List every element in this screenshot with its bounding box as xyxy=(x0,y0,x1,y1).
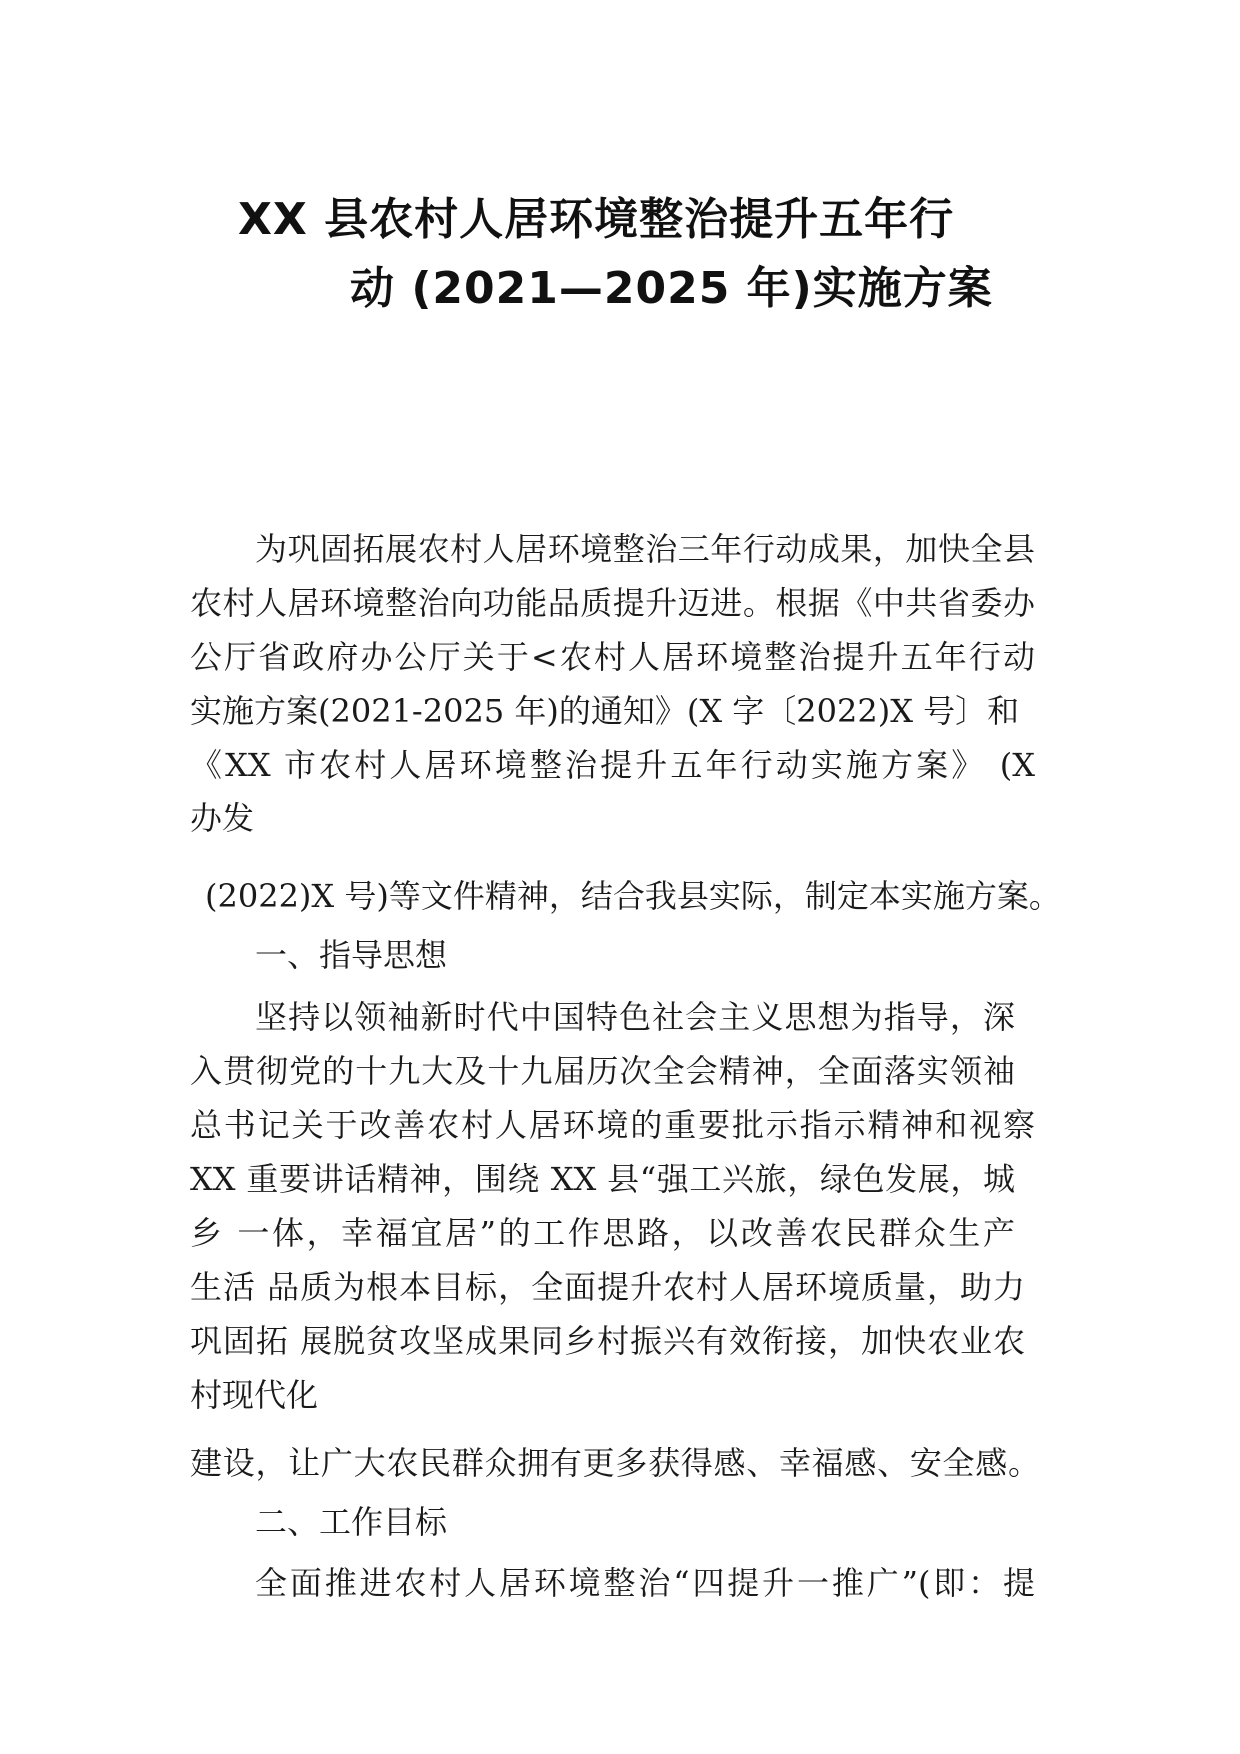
section-heading-guiding-ideology: 一、指导思想 xyxy=(255,936,448,974)
preamble-line-3: 公厅省政府办公厅关于<农村人居环境整治提升五年行动 xyxy=(190,638,1035,676)
preamble-line-7: (2022)X 号)等文件精神，结合我县实际，制定本实施方案。 xyxy=(205,877,1061,915)
section1-line-4: XX 重要讲话精神，围绕 XX 县“强工兴旅，绿色发展，城 xyxy=(190,1160,1015,1198)
preamble-line-6: 办发 xyxy=(190,799,255,837)
section1-line-5: 乡 一体，幸福宜居”的工作思路，以改善农民群众生产 xyxy=(190,1214,1015,1252)
preamble-line-2: 农村人居环境整治向功能品质提升迈进。根据《中共省委办 xyxy=(190,584,1035,622)
preamble-line-4: 实施方案(2021-2025 年)的通知》(X 字〔2022)X 号〕和 xyxy=(190,692,1020,730)
section1-line-7: 巩固拓 展脱贫攻坚成果同乡村振兴有效衔接，加快农业农 xyxy=(190,1322,1025,1360)
section1-line-3: 总书记关于改善农村人居环境的重要批示指示精神和视察 xyxy=(190,1106,1035,1144)
preamble-line-1: 为巩固拓展农村人居环境整治三年行动成果，加快全县 xyxy=(255,530,1035,568)
section1-line-9: 建设，让广大农民群众拥有更多获得感、幸福感、安全感。 xyxy=(190,1444,1040,1482)
section2-line-1: 全面推进农村人居环境整治“四提升一推广”(即：提 xyxy=(255,1564,1035,1602)
section1-line-1: 坚持以领袖新时代中国特色社会主义思想为指导，深 xyxy=(255,998,1015,1036)
preamble-line-5: 《XX 市农村人居环境整治提升五年行动实施方案》 (X xyxy=(190,746,1035,784)
section1-line-8: 村现代化 xyxy=(190,1376,319,1414)
document-title-line-2: 动 (2021—2025 年)实施方案 xyxy=(350,263,993,314)
section-heading-work-goals: 二、工作目标 xyxy=(255,1503,448,1541)
document-title-line-1: XX 县农村人居环境整治提升五年行 xyxy=(238,194,955,245)
section1-line-2: 入贯彻党的十九大及十九届历次全会精神，全面落实领袖 xyxy=(190,1052,1015,1090)
section1-line-6: 生活 品质为根本目标，全面提升农村人居环境质量，助力 xyxy=(190,1268,1025,1306)
